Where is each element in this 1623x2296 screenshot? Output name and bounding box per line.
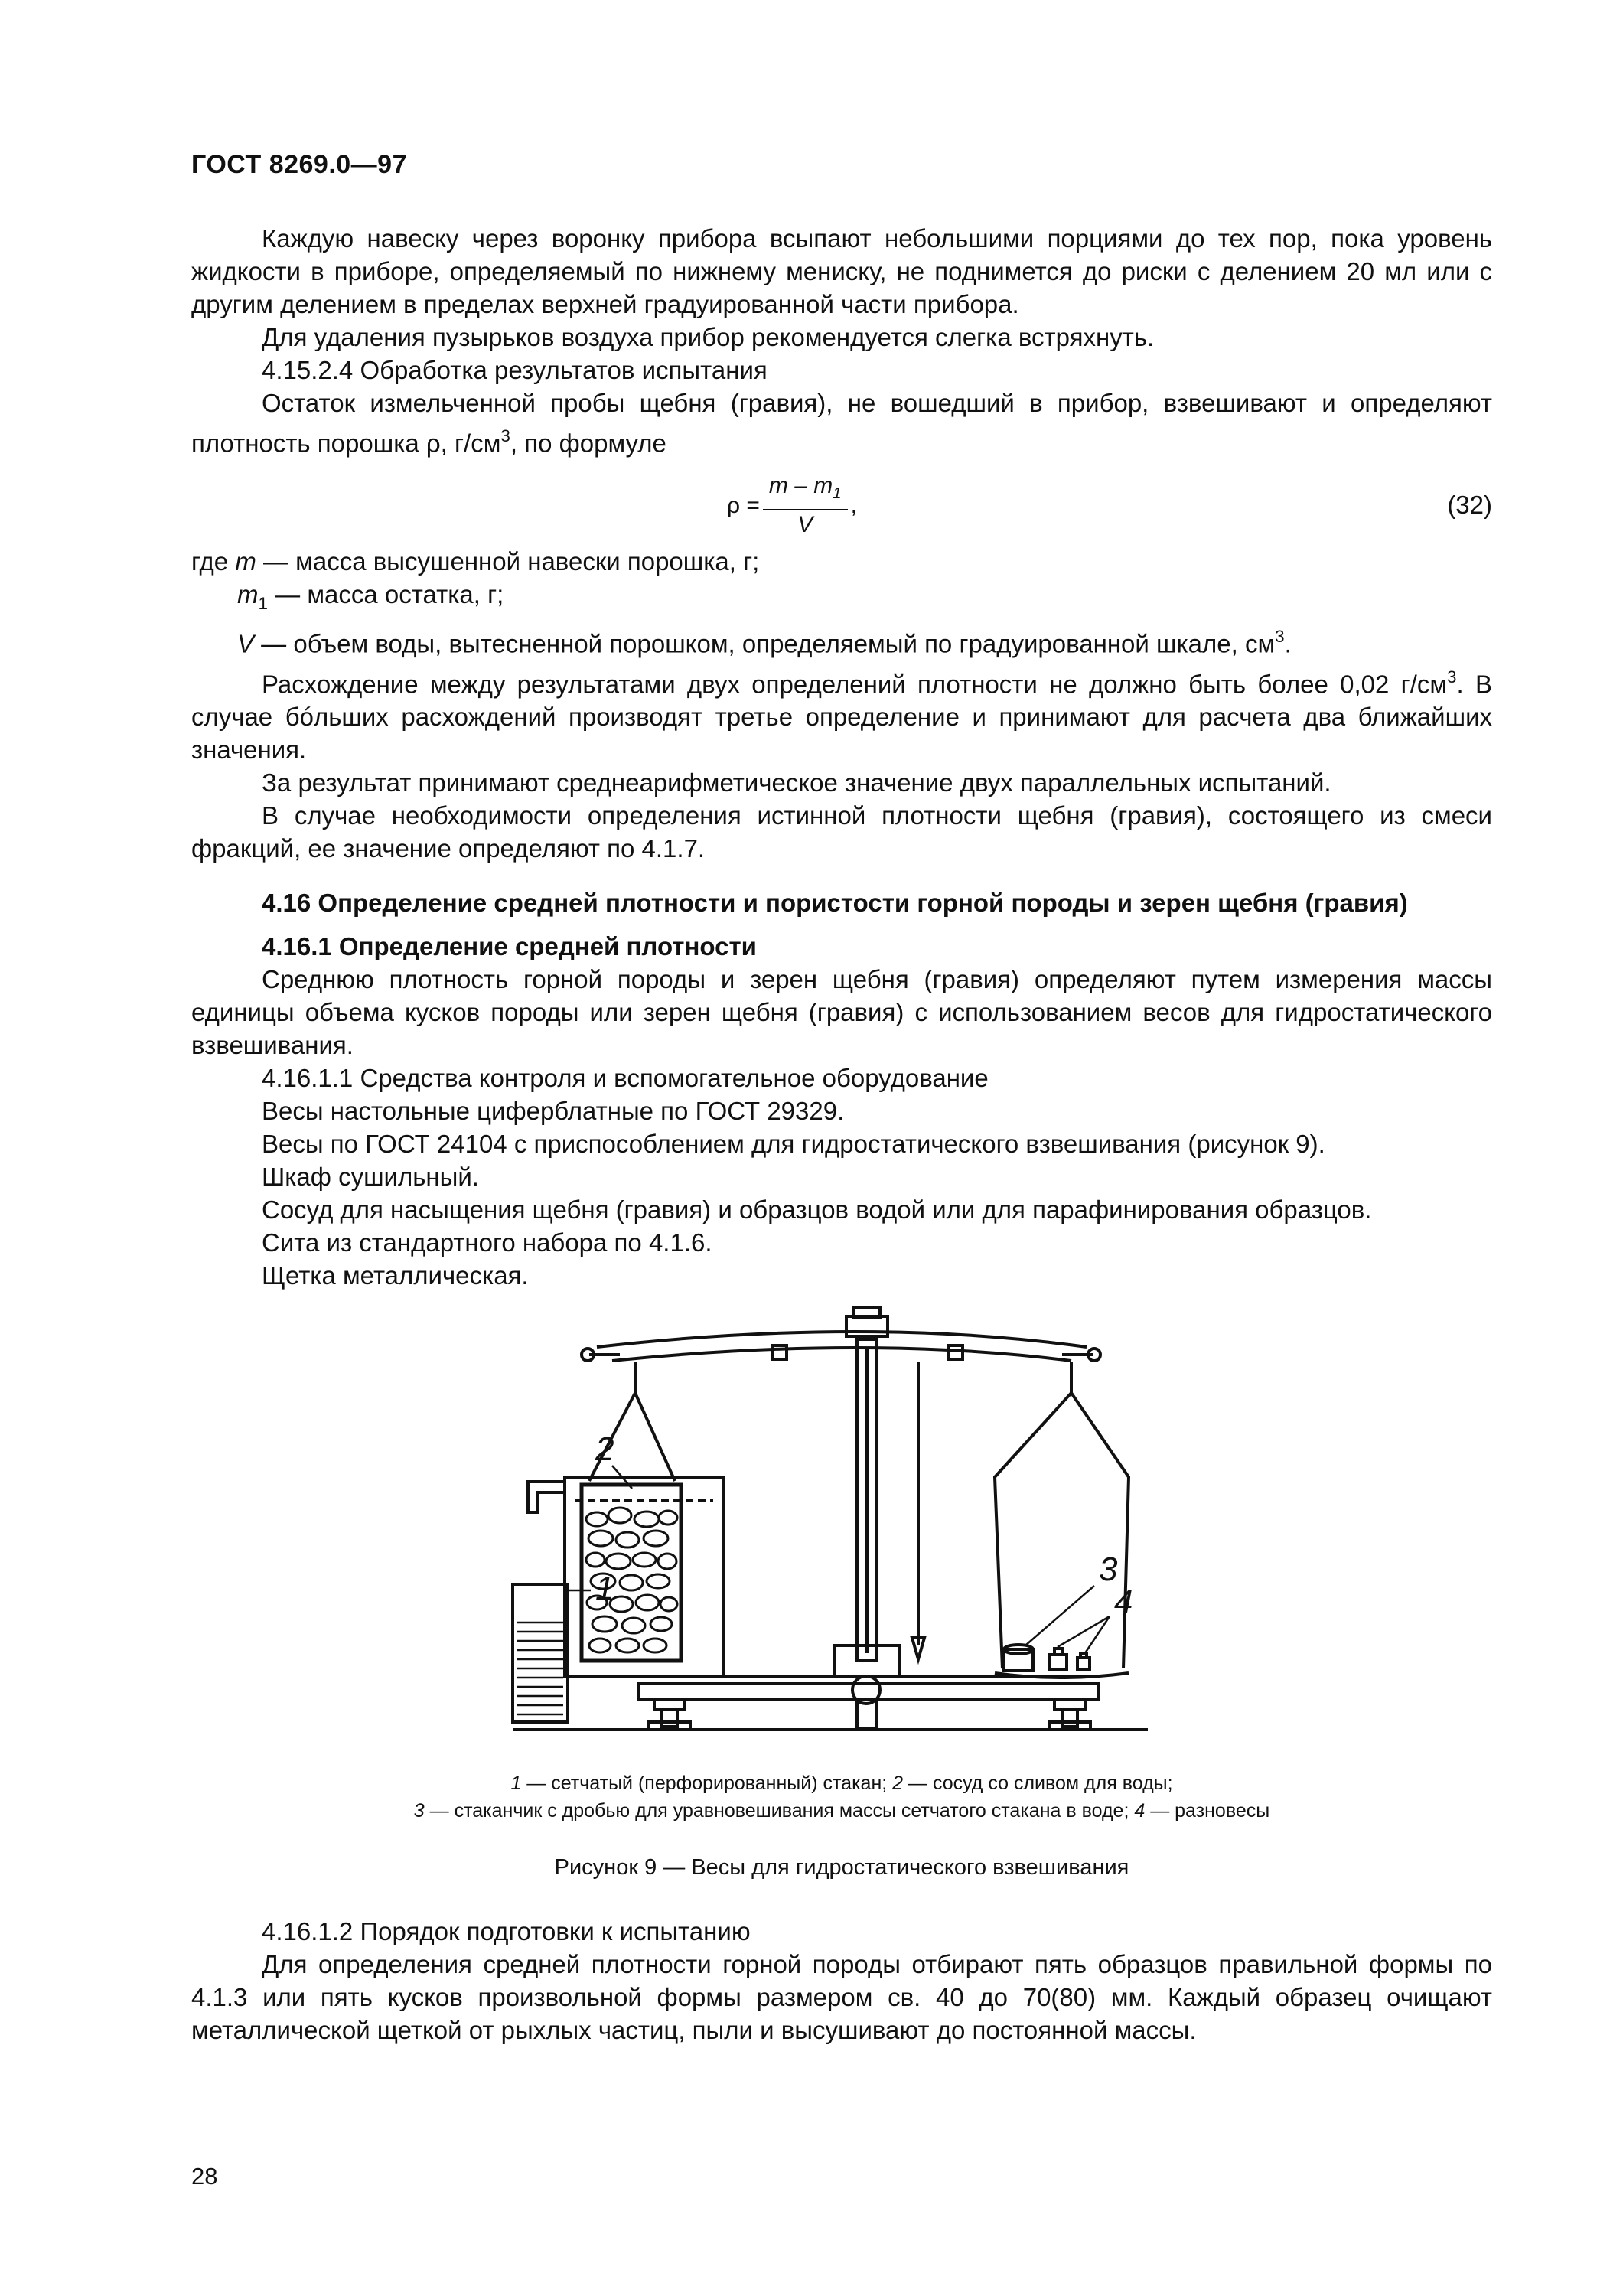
- paragraph: За результат принимают среднеарифметическое значение двух параллельных испытаний.: [262, 768, 1331, 797]
- figure-legend: [191, 1769, 1492, 1825]
- formula-lhs: ρ =: [727, 493, 760, 519]
- paragraph: Шкаф сушильный.: [262, 1163, 479, 1192]
- formula-32: [191, 468, 1492, 542]
- paragraph: Щетка металлическая.: [262, 1261, 529, 1290]
- hydrostatic-balance-figure: [505, 1301, 1178, 1760]
- where-line-m: [191, 545, 1492, 578]
- paragraph: Для определения средней плотности горной породы отбирают пять образцов правильной формы по 4.1.3 или пять кусков произвольной формы размером св. 40 до 70(80) мм. Каждый образец очищают металлической щеткой от рыхлых частиц, пыли и высушивают до постоянной массы.: [191, 1950, 1492, 2044]
- paragraph: Весы по ГОСТ 24104 с приспособлением для гидростатического взвешивания (рисунок 9).: [262, 1130, 1325, 1159]
- callout-1: 1: [595, 1570, 614, 1607]
- symbol-m1: m: [237, 580, 259, 609]
- subsection-title: 4.16.1 Определение средней плотности: [262, 932, 757, 961]
- superscript: 3: [1275, 627, 1285, 647]
- callout-4: 4: [1114, 1583, 1133, 1621]
- formula-denominator: V: [797, 511, 813, 537]
- page-number: 28: [191, 2163, 218, 2190]
- formula-numerator: [763, 471, 848, 510]
- section-title: 4.16 Определение средней плотности и пористости горной породы и зерен щебня (гравия): [262, 889, 1408, 918]
- where-line-m1: [191, 578, 1492, 620]
- legend-text: — стаканчик с дробью для уравновешивания массы сетчатого стакана в воде;: [424, 1800, 1135, 1821]
- top-text-block: [191, 222, 1492, 1292]
- where-end: .: [1284, 629, 1292, 658]
- formula-expression: [727, 471, 857, 539]
- overflow-jar: [513, 1584, 568, 1722]
- right-pan: [995, 1362, 1129, 1678]
- numerator-sub: 1: [833, 485, 842, 503]
- paragraph: Сосуд для насыщения щебня (гравия) и образцов водой или для парафинирования образцов.: [262, 1195, 1372, 1225]
- paragraph: 4.16.1.2 Порядок подготовки к испытанию: [262, 1917, 751, 1945]
- bottom-text-block: [191, 1915, 1492, 2047]
- paragraph: Весы настольные циферблатные по ГОСТ 29329.: [262, 1097, 845, 1126]
- paragraph: Для удаления пузырьков воздуха прибор рекомендуется слегка встряхнуть.: [262, 323, 1155, 351]
- paragraph-text: , по формуле: [510, 429, 666, 458]
- symbol-v: V: [237, 629, 255, 658]
- callout-3: 3: [1099, 1551, 1118, 1588]
- paragraph: Сита из стандартного набора по 4.1.6.: [262, 1228, 712, 1257]
- paragraph: 4.16.1.1 Средства контроля и вспомогательное оборудование: [262, 1064, 989, 1093]
- legend-text: — сосуд со сливом для воды;: [903, 1773, 1173, 1794]
- legend-number: 3: [413, 1800, 425, 1821]
- where-lead: где: [191, 547, 236, 576]
- legend-line: [191, 1797, 1492, 1825]
- document-header: ГОСТ 8269.0—97: [191, 150, 408, 179]
- symbol-sub: 1: [258, 594, 268, 614]
- paragraph: 4.15.2.4 Обработка результатов испытания: [262, 356, 768, 384]
- shot-cup: [1004, 1645, 1033, 1671]
- legend-text: — сетчатый (перфорированный) стакан;: [521, 1773, 893, 1794]
- paragraph: Среднюю плотность горной породы и зерен щебня (гравия) определяют путем измерения массы единицы объема кусков породы или зерен щебня (гравия) с использованием весов для гидростатического взвешивания.: [191, 965, 1492, 1060]
- central-column: [834, 1307, 900, 1676]
- callout-2: 2: [595, 1430, 614, 1468]
- where-line-v: [191, 620, 1492, 660]
- legend-line: [191, 1769, 1492, 1797]
- equation-number: (32): [1447, 491, 1492, 520]
- figure-caption: Рисунок 9 — Весы для гидростатического взвешивания: [554, 1855, 1129, 1880]
- where-text: — масса остатка, г;: [267, 580, 504, 609]
- paragraph-text: Расхождение между результатами двух определений плотности не должно быть более 0,02 г/см: [262, 670, 1448, 699]
- weights: [1050, 1649, 1090, 1670]
- paragraph: [191, 660, 1492, 766]
- balance-base: [639, 1684, 1098, 1699]
- superscript: 3: [500, 426, 510, 445]
- formula-trail: ,: [850, 493, 857, 519]
- symbol-m: m: [235, 547, 256, 576]
- where-text: — масса высушенной навески порошка, г;: [256, 547, 760, 576]
- legend-number: 2: [892, 1773, 904, 1794]
- balance-beam: [582, 1332, 1100, 1361]
- where-text: — объем воды, вытесненной порошком, определяемый по градуированной шкале, см: [254, 629, 1276, 658]
- superscript: 3: [1447, 667, 1457, 687]
- numerator-text: m – m: [768, 473, 833, 499]
- paragraph-text: . В случае бóльших расхождений производят третье определение и принимают для расчета два ближайших значения.: [191, 670, 1492, 765]
- paragraph: [191, 386, 1492, 459]
- formula-fraction: [763, 471, 848, 539]
- paragraph: В случае необходимости определения истинной плотности щебня (гравия), состоящего из смеси фракций, ее значение определяют по 4.1.7.: [191, 801, 1492, 863]
- legend-text: — разновесы: [1145, 1800, 1270, 1821]
- legend-number: 4: [1134, 1800, 1146, 1821]
- paragraph-text: Остаток измельченной пробы щебня (гравия), не вошедший в прибор, взвешивают и определяют плотность порошка ρ, г/см: [191, 389, 1492, 458]
- legend-number: 1: [510, 1773, 522, 1794]
- paragraph: Каждую навеску через воронку прибора всыпают небольшими порциями до тех пор, пока уровень жидкости в приборе, определяемый по нижнему мениску, не поднимется до риски с делением 20 мл или с другим делением в пределах верхней градуированной части прибора.: [191, 224, 1492, 318]
